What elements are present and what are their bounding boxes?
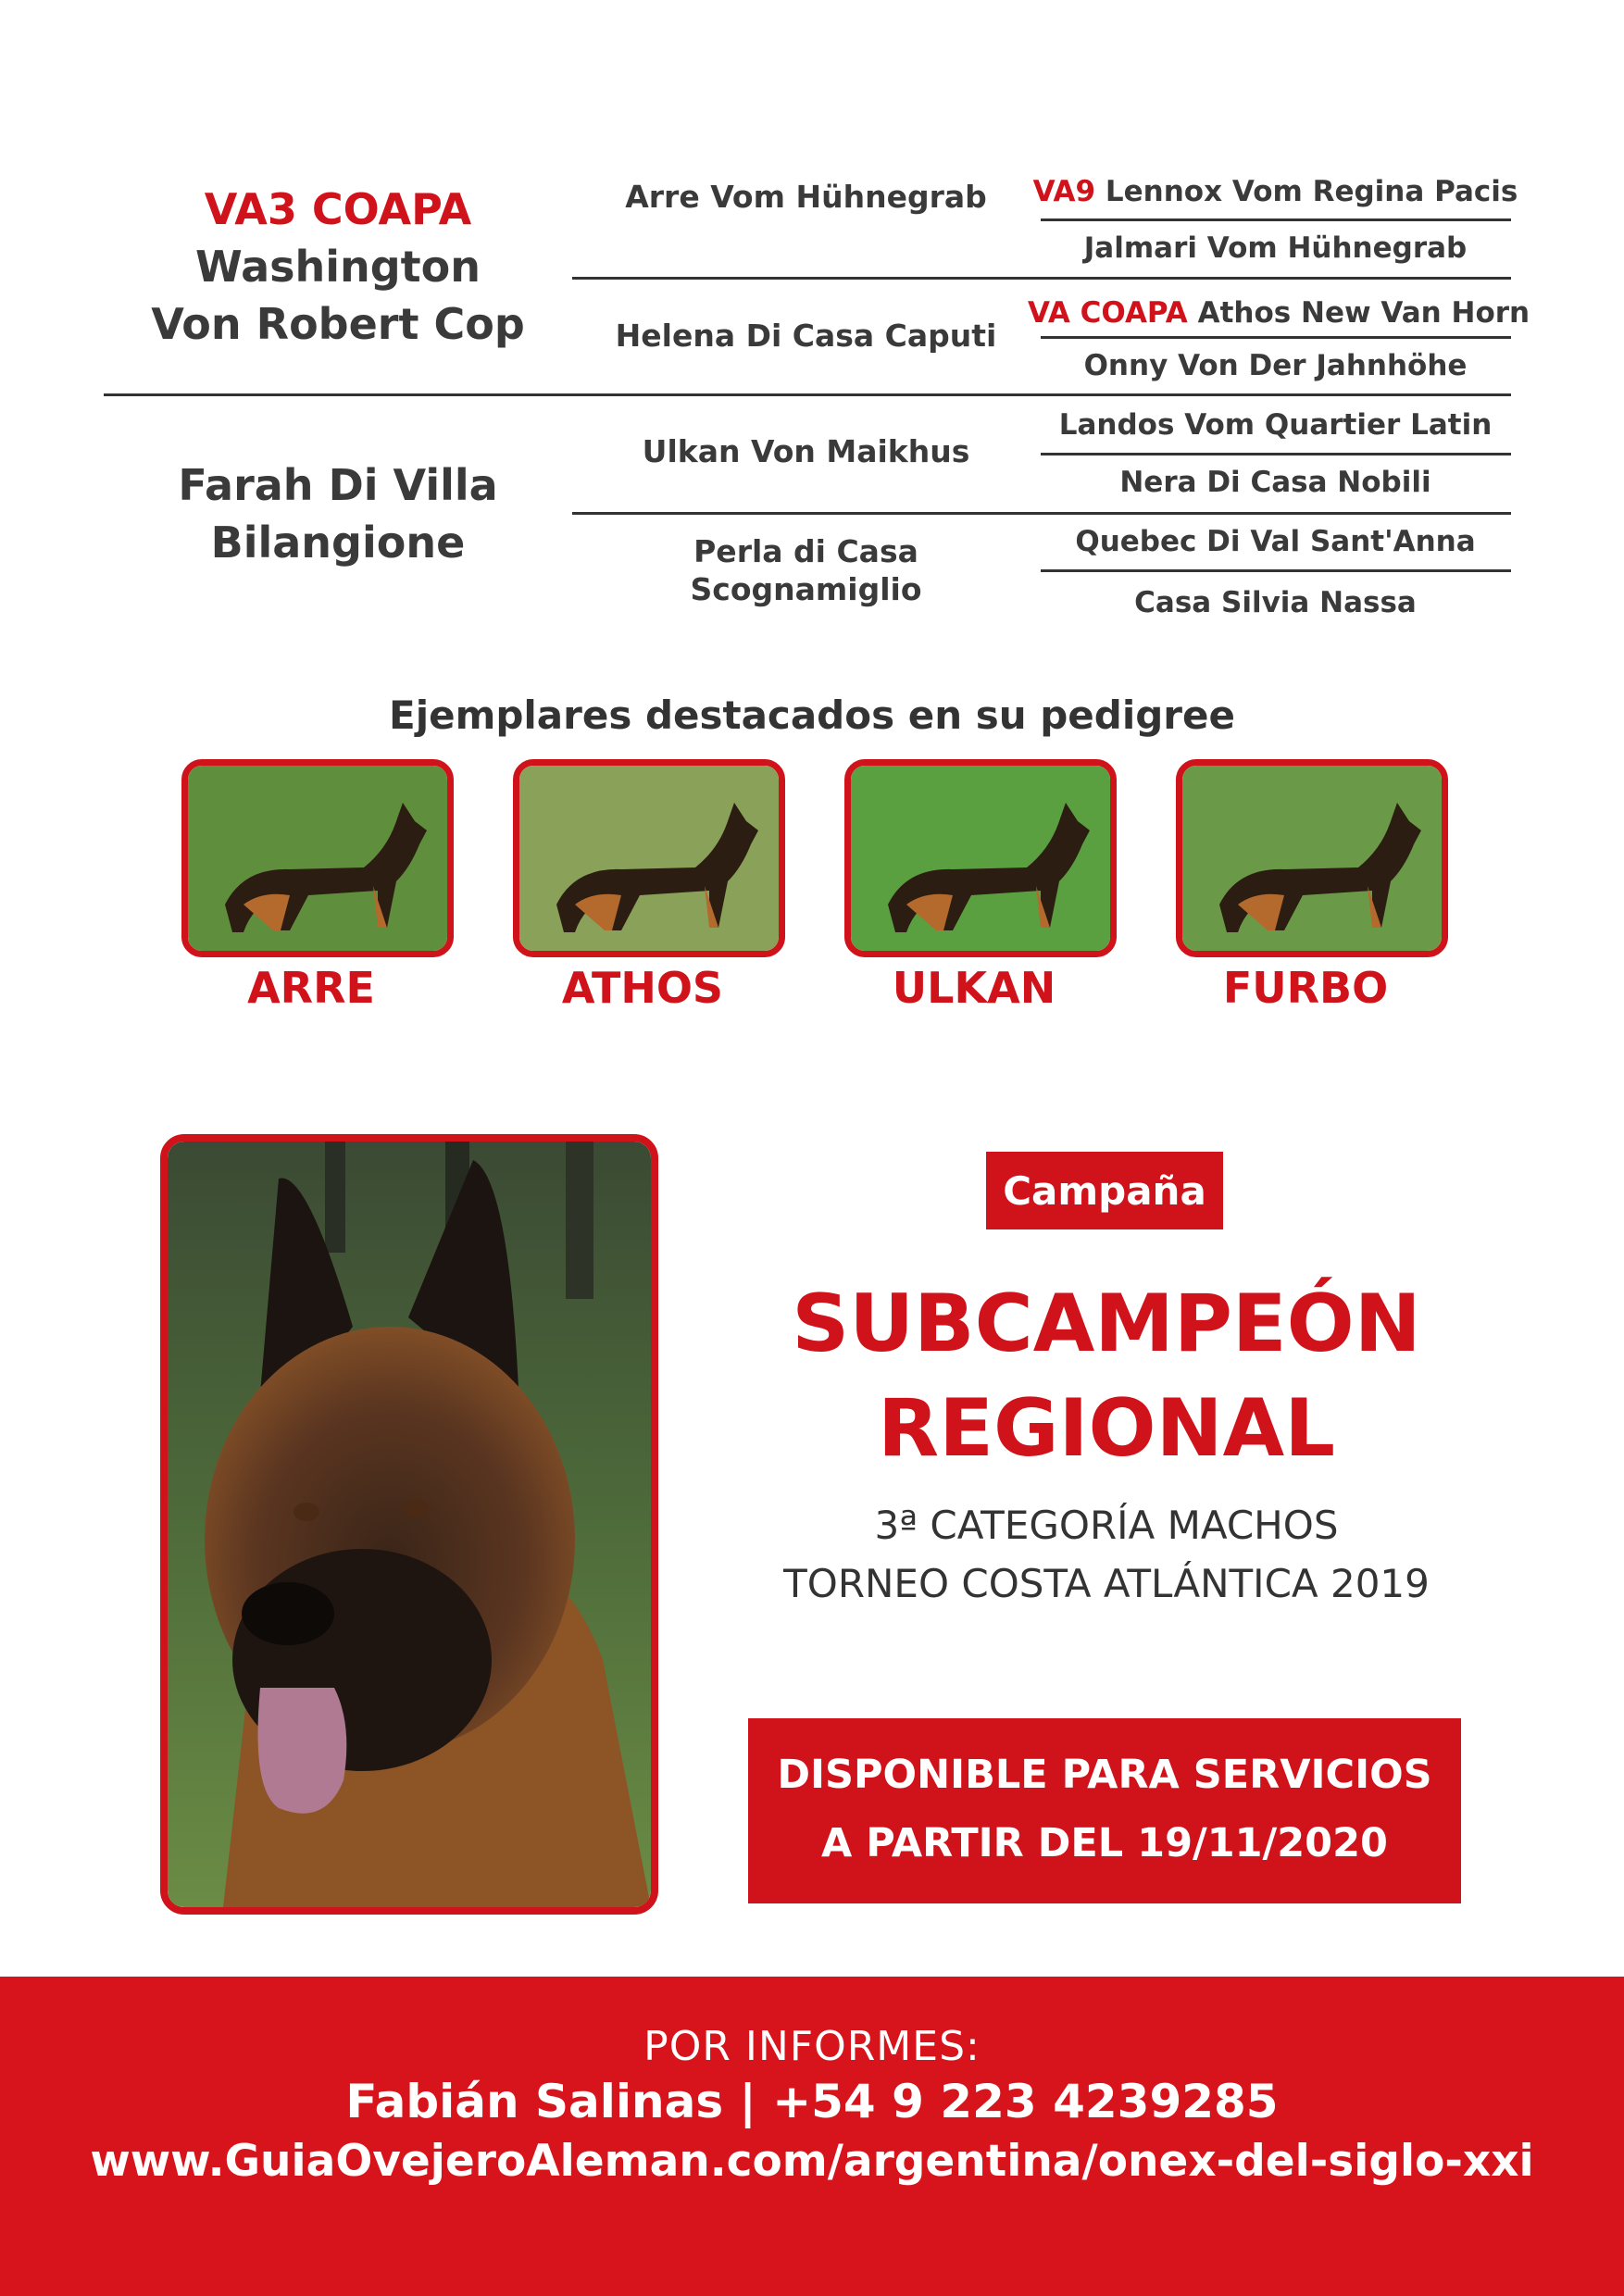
grandparent-4-line1: Perla di Casa bbox=[693, 533, 918, 569]
featured-title: Ejemplares destacados en su pedigree bbox=[389, 693, 1235, 738]
pedigree-divider bbox=[104, 393, 1511, 396]
dog-portrait-icon bbox=[168, 1142, 651, 1907]
sire-title: VA3 COAPA bbox=[204, 184, 472, 234]
dog-photo-icon bbox=[519, 766, 779, 951]
tournament-text: TORNEO COSTA ATLÁNTICA 2019 bbox=[783, 1561, 1430, 1606]
featured-label: ATHOS bbox=[561, 963, 724, 1013]
availability-box bbox=[748, 1718, 1461, 1903]
featured-photo bbox=[513, 759, 785, 957]
category-text: 3ª CATEGORÍA MACHOS bbox=[874, 1503, 1339, 1548]
featured-label: ARRE bbox=[247, 963, 375, 1013]
dog-name: Athos New Van Horn bbox=[1197, 296, 1530, 330]
title-tag: VA9 bbox=[1032, 175, 1096, 208]
sire-name-line1: Washington bbox=[194, 242, 481, 292]
ggp-divider bbox=[1041, 569, 1511, 572]
ggp-divider bbox=[1041, 218, 1511, 221]
footer-contact: Fabián Salinas | +54 9 223 4239285 bbox=[345, 2075, 1279, 2128]
grandparent-2: Helena Di Casa Caputi bbox=[615, 318, 997, 354]
grandparent-1: Arre Vom Hühnegrab bbox=[625, 179, 987, 215]
campaign-badge: Campaña bbox=[986, 1152, 1223, 1229]
dam-name-line1: Farah Di Villa bbox=[178, 460, 498, 510]
dam-name-line2: Bilangione bbox=[210, 518, 466, 568]
availability-line2: A PARTIR DEL 19/11/2020 bbox=[821, 1820, 1388, 1866]
ggp-divider bbox=[1041, 453, 1511, 455]
dog-photo-icon bbox=[188, 766, 447, 951]
great-grandparent bbox=[1028, 296, 1530, 330]
headline-line2: REGIONAL bbox=[878, 1382, 1335, 1475]
grandparent-3: Ulkan Von Maikhus bbox=[642, 433, 970, 469]
availability-line1: DISPONIBLE PARA SERVICIOS bbox=[777, 1752, 1432, 1798]
great-grandparent bbox=[1028, 175, 1523, 208]
headline-line1: SUBCAMPEÓN bbox=[792, 1278, 1421, 1370]
great-grandparent: Quebec Di Val Sant'Anna bbox=[1075, 525, 1476, 558]
featured-photo bbox=[181, 759, 454, 957]
great-grandparent: Landos Vom Quartier Latin bbox=[1058, 408, 1493, 442]
featured-photo bbox=[1176, 759, 1448, 957]
great-grandparent: Onny Von Der Jahnhöhe bbox=[1083, 349, 1468, 382]
featured-label: ULKAN bbox=[892, 963, 1056, 1013]
dog-name: Lennox Vom Regina Pacis bbox=[1105, 175, 1518, 208]
grandparent-divider bbox=[572, 277, 1511, 280]
dog-photo-icon bbox=[1182, 766, 1442, 951]
title-tag: VA COAPA bbox=[1028, 296, 1188, 330]
footer-label: POR INFORMES: bbox=[643, 2023, 981, 2070]
great-grandparent: Nera Di Casa Nobili bbox=[1119, 466, 1431, 499]
featured-photo bbox=[844, 759, 1117, 957]
footer bbox=[0, 1977, 1624, 2296]
dog-portrait bbox=[160, 1134, 658, 1915]
ggp-divider bbox=[1041, 336, 1511, 339]
grandparent-4-line2: Scognamiglio bbox=[690, 571, 922, 607]
featured-label: FURBO bbox=[1222, 963, 1389, 1013]
dog-photo-icon bbox=[851, 766, 1110, 951]
sire-name-line2: Von Robert Cop bbox=[151, 299, 525, 349]
great-grandparent: Casa Silvia Nassa bbox=[1134, 586, 1417, 619]
grandparent-divider bbox=[572, 512, 1511, 515]
footer-url-link[interactable]: www.GuiaOvejeroAleman.com/argentina/onex-del-siglo-xxi bbox=[90, 2136, 1534, 2187]
great-grandparent: Jalmari Vom Hühnegrab bbox=[1083, 231, 1468, 265]
